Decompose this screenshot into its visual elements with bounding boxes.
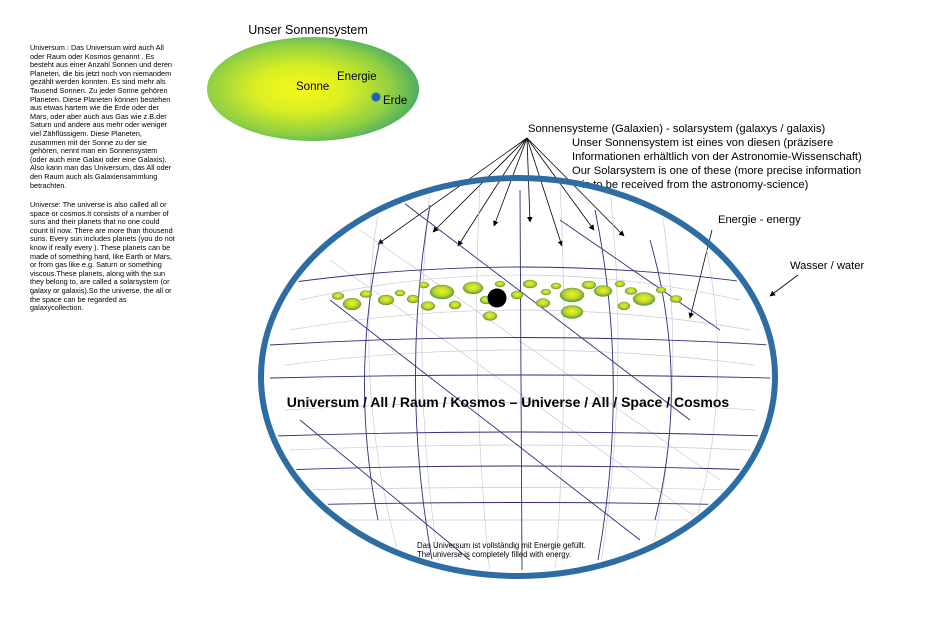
systems-annotation-line5: is to be received from the astronomy-science)	[582, 179, 809, 191]
galaxy-sphere	[332, 293, 344, 300]
galaxy-sphere	[430, 285, 454, 299]
galaxy-sphere	[560, 288, 584, 302]
sun-label: Sonne	[296, 81, 330, 93]
galaxy-sphere	[360, 291, 372, 298]
galaxy-sphere	[633, 293, 655, 306]
galaxy-sphere	[594, 286, 612, 297]
galaxy-sphere	[395, 290, 405, 296]
galaxy-sphere	[670, 296, 682, 303]
water-arrow	[770, 275, 798, 296]
description-english: Universe: The universe is also called all or space or cosmos.It consists of a number of suns and their planets that no one could count til now. There are more than thousend suns. Every sun includes planets (you do not know if really every ). These planets can be made of something hard, like Earth or Mars, or from gas like e.g. Saturn or something viscous.These planets, along with the sun they belong to, are called a solarsystem (or galaxy or galaxis).So the universe, the all or the space can be regarded as galaxycollection.	[30, 200, 175, 313]
universe-caption-german: Das Universum ist vollständig mit Energie gefüllt.	[417, 541, 586, 550]
energy-label: Energie	[337, 71, 377, 83]
systems-annotation-line2: Unser Sonnensystem ist eines von diesen (präzisere	[572, 137, 834, 149]
galaxy-sphere	[343, 298, 361, 310]
galaxy-sphere	[541, 289, 551, 295]
galaxy-sphere	[421, 302, 435, 311]
energy-annotation: Energie - energy	[718, 214, 801, 226]
our-solar-system-marker	[488, 289, 507, 308]
galaxy-sphere	[378, 295, 394, 305]
galaxy-sphere	[419, 282, 429, 288]
galaxy-sphere	[615, 281, 625, 287]
galaxy-sphere	[407, 295, 419, 303]
galaxy-sphere	[495, 281, 505, 287]
systems-annotation-line1: Sonnensysteme (Galaxien) - solarsystem (galaxys / galaxis)	[528, 123, 826, 135]
universe-energy-grid	[270, 185, 770, 575]
galaxy-sphere	[656, 287, 666, 293]
systems-annotation-line3: Informationen erhältlich von der Astronomie-Wissenschaft)	[572, 151, 862, 163]
galaxy-sphere	[551, 283, 561, 289]
galaxy-sphere	[582, 281, 596, 289]
earth-label: Erde	[383, 95, 408, 107]
systems-annotation-line4: Our Solarsystem is one of these (more precise information	[572, 165, 862, 177]
galaxy-sphere	[483, 312, 497, 321]
earth-icon	[372, 93, 381, 102]
universe-caption-english: The universe is completely filled with energy.	[417, 550, 572, 559]
galaxy-sphere	[536, 299, 550, 308]
water-annotation: Wasser / water	[790, 260, 865, 272]
galaxy-sphere	[625, 288, 637, 295]
universe-title: Universum / All / Raum / Kosmos – Universe / All / Space / Cosmos	[286, 394, 730, 410]
description-german: Universum : Das Universum wird auch All oder Raum oder Kosmos genannt . Es besteht aus einer Anzahl Sonnen und deren Planeten, die bis jetzt noch von niemandem gezählt werden konnten. Es sind mehr als Tausend Sonnen. Zu jeder Sonne gehören Planeten. Diese Planeten können bestehen aus etwas hartem wie die Erde oder der Mars, oder aber auch aus Gas wie z.B.der Saturn und andere aus mehr oder weniger viel Zähflüssigem. Diese Planeten, zusammen mit der Sonne zu der sie gehören, nennt man ein Sonnensystem (oder auch eine Galaxi oder eine Galaxis). Also kann man das Universum, das All oder den Raum auch als Galaxiensammlung betrachten.	[30, 43, 172, 190]
galaxy-sphere	[618, 302, 630, 310]
galaxy-sphere	[511, 291, 523, 299]
solar-system-title: Unser Sonnensystem	[248, 23, 368, 37]
galaxy-sphere	[449, 301, 461, 309]
galaxy-sphere	[561, 306, 583, 319]
galaxy-sphere	[523, 280, 537, 288]
galaxy-sphere	[463, 282, 483, 294]
